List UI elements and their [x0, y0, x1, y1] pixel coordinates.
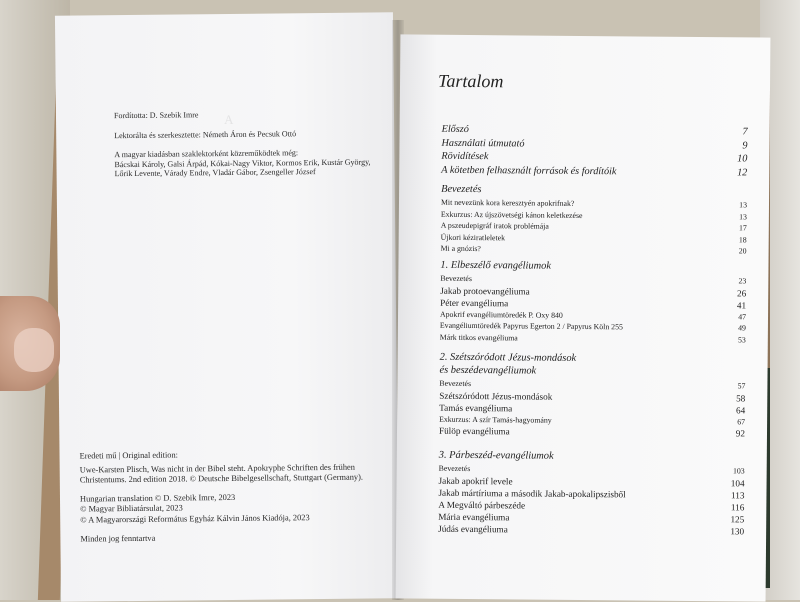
publisher-line-1: © Magyar Bibliatársulat, 2023 — [80, 503, 183, 514]
toc-entry-page: 18 — [738, 235, 747, 245]
toc-entry-page: 23 — [738, 276, 747, 286]
thumb-nail — [14, 328, 54, 372]
toc-entry-page: 67 — [737, 416, 746, 427]
toc-entry-page: 116 — [730, 501, 745, 513]
publisher-line-2: © A Magyarországi Református Egyház Kálvin János Kiadója, 2023 — [80, 513, 310, 525]
collaborators-line-2: Lőrik Levente, Várady Endre, Vladár Gábor, Zsengeller József — [114, 167, 316, 179]
toc-entry-page: 41 — [736, 299, 747, 311]
toc-entry-page: 53 — [737, 335, 746, 345]
toc-section-heading: 3. Párbeszéd-evangéliumok — [438, 449, 554, 462]
toc-entry-page: 113 — [730, 489, 745, 501]
toc-entry-label: Mit nevezünk kora keresztyén apokrifnak? — [440, 197, 575, 208]
toc-section-heading: 1. Elbeszélő evangéliumok — [440, 259, 552, 272]
toc-section-2 — [439, 351, 746, 440]
original-edition-line-1: Uwe-Karsten Plisch, Was nicht in der Bibel steht. Apokryphe Schriften des frühen — [79, 462, 355, 475]
toc-entry-label: A Megváltó párbeszéde — [438, 499, 526, 511]
toc-section-heading-line-2: és beszédevangéliumok — [439, 364, 537, 377]
toc-entry-label: A kötetben felhasznált források és fordítóik — [441, 164, 617, 178]
toc-introduction — [441, 183, 748, 258]
toc-entry-label: Júdás evangéliuma — [438, 523, 508, 534]
toc-entry-label: Apokrif evangéliumtöredék P. Oxy 840 — [439, 309, 563, 320]
show-through-text: A — [223, 111, 235, 128]
toc-entry-label: Használati útmutató — [441, 137, 525, 150]
toc-entry-page: 20 — [738, 246, 747, 256]
imprint-block — [80, 448, 381, 547]
toc-entry-label: Exkurzus: Az újszövetségi kánon keletkezése — [440, 209, 583, 220]
toc-entry-page: 13 — [739, 211, 747, 222]
toc-front-matter — [441, 123, 747, 180]
credits-block — [114, 108, 375, 179]
toc-entry-label: Mi a gnózis? — [440, 244, 481, 254]
toc-entry-page: 10 — [737, 153, 748, 165]
translator-line: Fordította: D. Szebik Imre — [113, 110, 199, 121]
toc-entry-page: 9 — [742, 139, 748, 152]
toc-entry-label: Jakab mártíriuma a második Jakab-apokalipszisből — [438, 487, 626, 499]
toc-entry-page: 47 — [738, 311, 747, 322]
toc-entry-page: 64 — [735, 404, 746, 416]
toc-row — [440, 332, 746, 346]
toc-entry-page: 104 — [730, 477, 745, 489]
toc-row — [441, 164, 747, 180]
editors-line: Lektorálta és szerkesztette: Németh Áron és Pecsuk Ottó — [114, 128, 297, 140]
toc-entry-label: Jakab protoevangéliuma — [440, 285, 530, 297]
toc-entry-page: 125 — [730, 513, 745, 525]
original-edition-line-2: Christentums. 2nd edition 2018. © Deutsche Bibelgesellschaft, Stuttgart (Germany). — [79, 472, 363, 485]
toc-row — [441, 243, 747, 257]
rights-line: Minden jog fenntartva — [80, 533, 156, 544]
toc-entry-page: 12 — [737, 167, 748, 179]
toc-entry-label: Bevezetés — [438, 463, 471, 474]
toc-entry-page: 130 — [730, 525, 745, 537]
toc-entry-label: A pszeudepigráf iratok problémája — [440, 220, 549, 231]
toc-entry-label: Evangéliumtöredék Papyrus Egerton 2 / Papyrus Köln 255 — [439, 320, 623, 332]
toc-entry-label: Fülöp evangéliuma — [438, 425, 510, 437]
toc-title: Tartalom — [437, 70, 504, 92]
toc-section-heading: Bevezetés — [441, 183, 482, 196]
collaborators-line-1: Bácskai Károly, Galsi Árpád, Kókai-Nagy Viktor, Kormos Erik, Kustár György, — [114, 157, 371, 169]
toc-row — [438, 522, 744, 537]
toc-entry-page: 26 — [736, 287, 747, 299]
toc-section-1 — [440, 259, 747, 346]
toc-entry-label: Rövidítések — [441, 150, 489, 163]
toc-entry-page: 57 — [737, 381, 746, 391]
toc-entry-label: Bevezetés — [440, 273, 472, 284]
toc-entry-page: 7 — [742, 126, 748, 138]
left-page — [55, 12, 399, 602]
toc-entry-label: Péter evangéliuma — [440, 297, 509, 308]
hungarian-translation-line: Hungarian translation © D. Szebik Imre, 2023 — [79, 492, 236, 504]
toc-row — [439, 425, 745, 440]
toc-entry-label: Előszó — [441, 123, 469, 135]
toc-entry-page: 49 — [738, 323, 746, 333]
right-page — [396, 34, 771, 601]
toc-section-heading: 2. Szétszóródott Jézus-mondások — [439, 351, 577, 364]
toc-entry-label: Tamás evangéliuma — [439, 402, 513, 413]
toc-entry-label: Bevezetés — [439, 378, 472, 389]
toc-entry-label: Márk titkos evangéliuma — [439, 332, 518, 343]
toc-entry-label: Újkori kéziratleletek — [440, 232, 506, 243]
toc-entry-label: Exkurzus: A szír Tamás-hagyomány — [439, 414, 552, 425]
toc-entry-page: 17 — [738, 223, 747, 233]
toc-entry-page: 13 — [739, 200, 748, 210]
collaborators-intro: A magyar kiadásban szaklektorként közreműködtek még: — [114, 148, 299, 160]
toc-entry-page: 58 — [736, 392, 746, 404]
toc-entry-label: Mária evangéliuma — [438, 511, 510, 522]
toc-entry-label: Szétszóródott Jézus-mondások — [439, 390, 553, 402]
toc-section-3 — [438, 449, 745, 537]
toc-entry-page: 103 — [732, 466, 745, 476]
original-edition-label: Eredeti mű | Original edition: — [79, 450, 179, 461]
toc-entry-label: Jakab apokrif levele — [438, 475, 513, 486]
toc-entry-page: 92 — [735, 428, 746, 439]
